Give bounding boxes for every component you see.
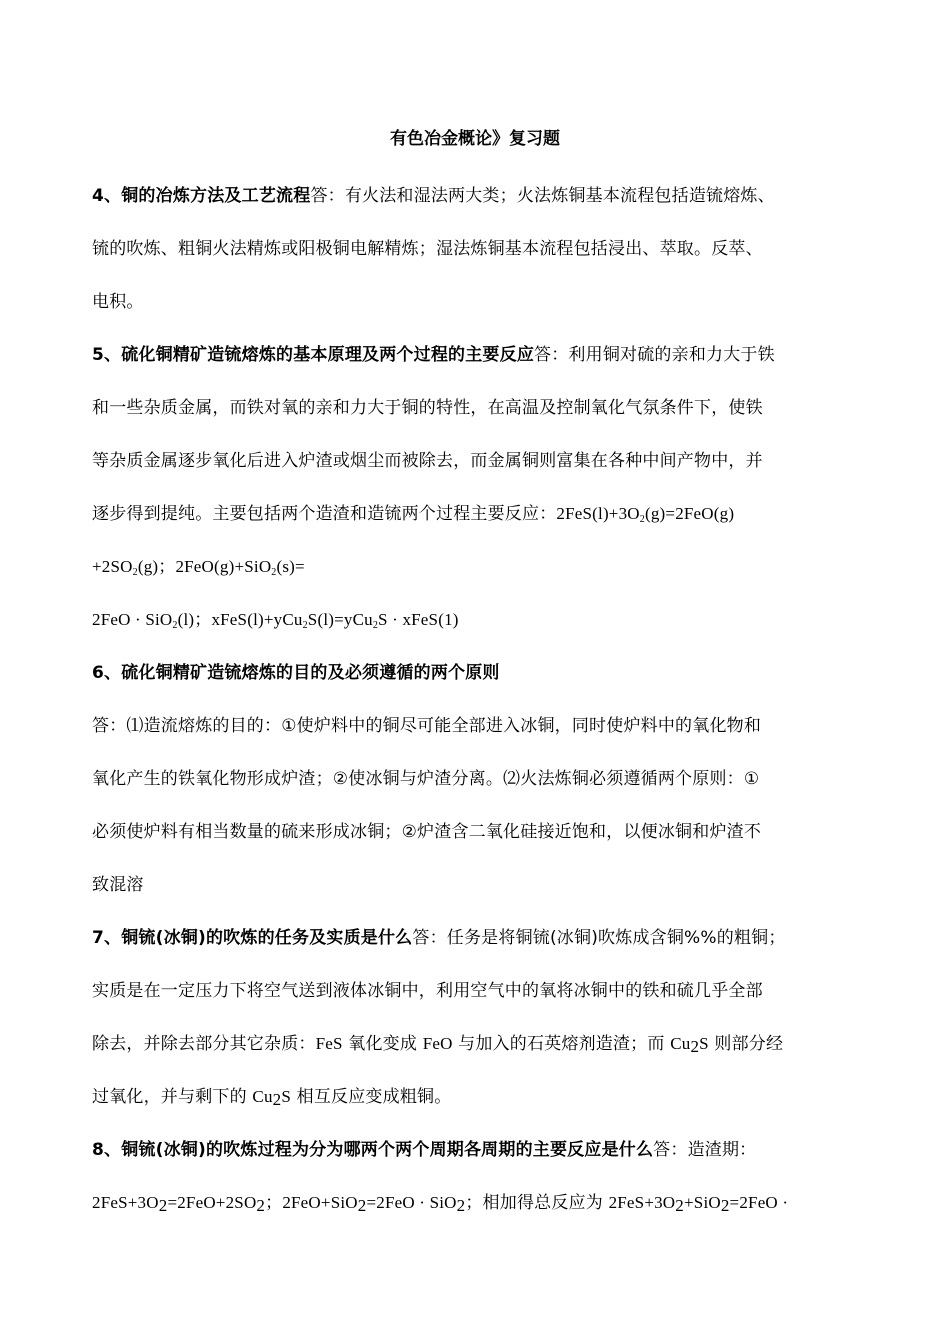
answer-text: 答：造渣期：: [653, 1140, 757, 1160]
paragraph-line: 电积。: [92, 292, 144, 312]
formula-line: 2FeO · SiO$_2$(l)；xFeS(l)+yCu$_2$S(l)=yCu$_2$S · xFeS(1): [92, 610, 459, 631]
question-heading: 8、铜锍(冰铜)的吹炼过程为分为哪两个两个周期各周期的主要反应是什么: [92, 1140, 654, 1160]
question-heading: 5、硫化铜精矿造锍熔炼的基本原理及两个过程的主要反应: [92, 345, 535, 365]
question-heading: 7、铜锍(冰铜)的吹炼的任务及实质是什么: [92, 928, 413, 948]
answer-text: 逐步得到提纯。主要包括两个造渣和造锍两个过程主要反应：: [92, 504, 557, 524]
paragraph-line: 实质是在一定压力下将空气送到液体冰铜中，利用空气中的氧将冰铜中的铁和硫几乎全部: [92, 981, 763, 1001]
paragraph-line: 和一些杂质金属，而铁对氧的亲和力大于铜的特性，在高温及控制氧化气氛条件下，使铁: [92, 398, 763, 418]
question-heading: 4、铜的冶炼方法及工艺流程: [92, 186, 311, 206]
formula-line: $2FeS+3O_2=2FeO+2SO_2$；2FeO+SiO$_2$=2FeO · SiO$_2$；相加得总反应为 $2FeS+3O_2+SiO_2=2FeO$ ·: [92, 1193, 789, 1215]
answer-text: 答：利用铜对硫的亲和力大于铁: [534, 345, 775, 365]
paragraph-line: [92, 926, 872, 950]
answer-text: 答：任务是将铜锍(冰铜)吹炼成含铜%%的粗铜；: [412, 928, 786, 948]
paragraph-line: 等杂质金属逐步氧化后进入炉渣或烟尘而被除去，而金属铜则富集在各种中间产物中，并: [92, 451, 763, 471]
paragraph-line: [92, 343, 872, 367]
paragraph-line: 除去，并除去部分其它杂质：FeS 氧化变成 FeO 与加入的石英熔剂造渣；而 $Cu_2S$ 则部分经: [92, 1034, 784, 1056]
paragraph-line: 氧化产生的铁氧化物形成炉渣；②使冰铜与炉渣分离。⑵火法炼铜必须遵循两个原则：①: [92, 769, 760, 789]
paragraph-line: 必须使炉料有相当数量的硫来形成冰铜；②炉渣含二氧化硅接近饱和，以便冰铜和炉渣不: [92, 822, 762, 842]
answer-text: 答：有火法和湿法两大类；火法炼铜基本流程包括造锍熔炼、: [310, 186, 775, 206]
paragraph-line: [92, 184, 872, 208]
formula: $2FeS(l)+3O_2(g)=2FeO(g)$: [556, 504, 735, 525]
paragraph-line: [92, 502, 872, 526]
paragraph-line: 致混溶: [92, 875, 144, 895]
paragraph-line: 答：⑴造流熔炼的目的：①使炉料中的铜尽可能全部进入冰铜，同时使炉料中的氧化物和: [92, 716, 762, 736]
paragraph-line: 过氧化，并与剩下的 $Cu_2S$ 相互反应变成粗铜。: [92, 1087, 452, 1109]
paragraph-line: [92, 1138, 872, 1162]
formula-line: $+2SO_2(g)$；2FeO(g)+SiO$_2$(s)=: [92, 557, 305, 578]
paragraph-line: 锍的吹炼、粗铜火法精炼或阳极铜电解精炼；湿法炼铜基本流程包括浸出、萃取。反萃、: [92, 239, 763, 259]
page-title: 有色冶金概论》复习题: [390, 129, 560, 149]
question-heading: 6、硫化铜精矿造锍熔炼的目的及必须遵循的两个原则: [92, 663, 500, 683]
